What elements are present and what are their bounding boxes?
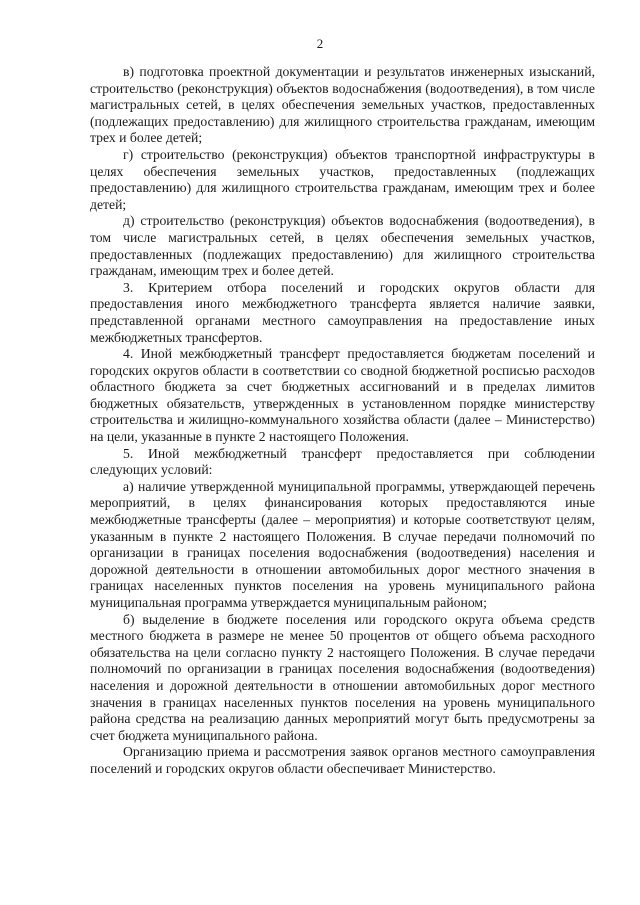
paragraph-clause-5: 5. Иной межбюджетный трансферт предоставляется при соблюдении следующих условий:	[90, 445, 595, 478]
paragraph-item-v: в) подготовка проектной документации и результатов инженерных изысканий, строительство (реконструкция) объектов водоснабжения (водоотведения), в том числе магистральных сетей, в целях обеспечения земельных участков, предоставленных (подлежащих предоставлению) для жилищного строительства гражданам, имеющим трех и более детей;	[90, 64, 595, 146]
paragraph-condition-a: а) наличие утвержденной муниципальной программы, утверждающей перечень мероприятий, в целях финансирования которых предоставляются иные межбюджетные трансферты (далее – мероприятия) и которые соответствуют целям, указанным в пункте 2 настоящего Положения. В случае передачи полномочий по организации в границах поселения водоснабжения (водоотведения) населения и дорожной деятельности в отношении автомобильных дорог местного значения в границах населенных пунктов поселения на уровень муниципального района муниципальная программа утверждается муниципальным районом;	[90, 478, 595, 610]
paragraph-condition-b: б) выделение в бюджете поселения или городского округа объема средств местного бюджета в размере не менее 50 процентов от общего объема расходного обязательства на цели согласно пункту 2 настоящего Положения. В случае передачи полномочий по организации в границах поселения водоснабжения (водоотведения) населения и дорожной деятельности в отношении автомобильных дорог местного значения в границах населенных пунктов поселения на уровень муниципального района средства на реализацию данных мероприятий могут быть предусмотрены за счет бюджета муниципального района.	[90, 611, 595, 743]
paragraph-clause-3: 3. Критерием отбора поселений и городских округов области для предоставления иного межбюджетного трансферта является наличие заявки, представленной органами местного самоуправления на предоставление иных межбюджетных трансфертов.	[90, 279, 595, 345]
document-body	[90, 64, 595, 778]
paragraph-clause-4: 4. Иной межбюджетный трансферт предоставляется бюджетам поселений и городских округов области в соответствии со сводной бюджетной росписью расходов областного бюджета за счет бюджетных ассигнований и в пределах лимитов бюджетных обязательств, утвержденных в установленном порядке министерству строительства и жилищно-коммунального хозяйства области (далее – Министерство) на цели, указанные в пункте 2 настоящего Положения.	[90, 346, 595, 445]
paragraph-organization: Организацию приема и рассмотрения заявок органов местного самоуправления поселений и городских округов области обеспечивает Министерство.	[90, 744, 595, 776]
paragraph-item-g: г) строительство (реконструкция) объектов транспортной инфраструктуры в целях обеспечения земельных участков, предоставленных (подлежащих предоставлению) для жилищного строительства гражданам, имеющим трех и более детей;	[90, 146, 595, 212]
page-number: 2	[316, 36, 324, 51]
paragraph-item-d: д) строительство (реконструкция) объектов водоснабжения (водоотведения), в том числе магистральных сетей, в целях обеспечения земельных участков, предоставленных (подлежащих предоставлению) для жилищного строительства гражданам, имеющим трех и более детей.	[90, 213, 595, 279]
